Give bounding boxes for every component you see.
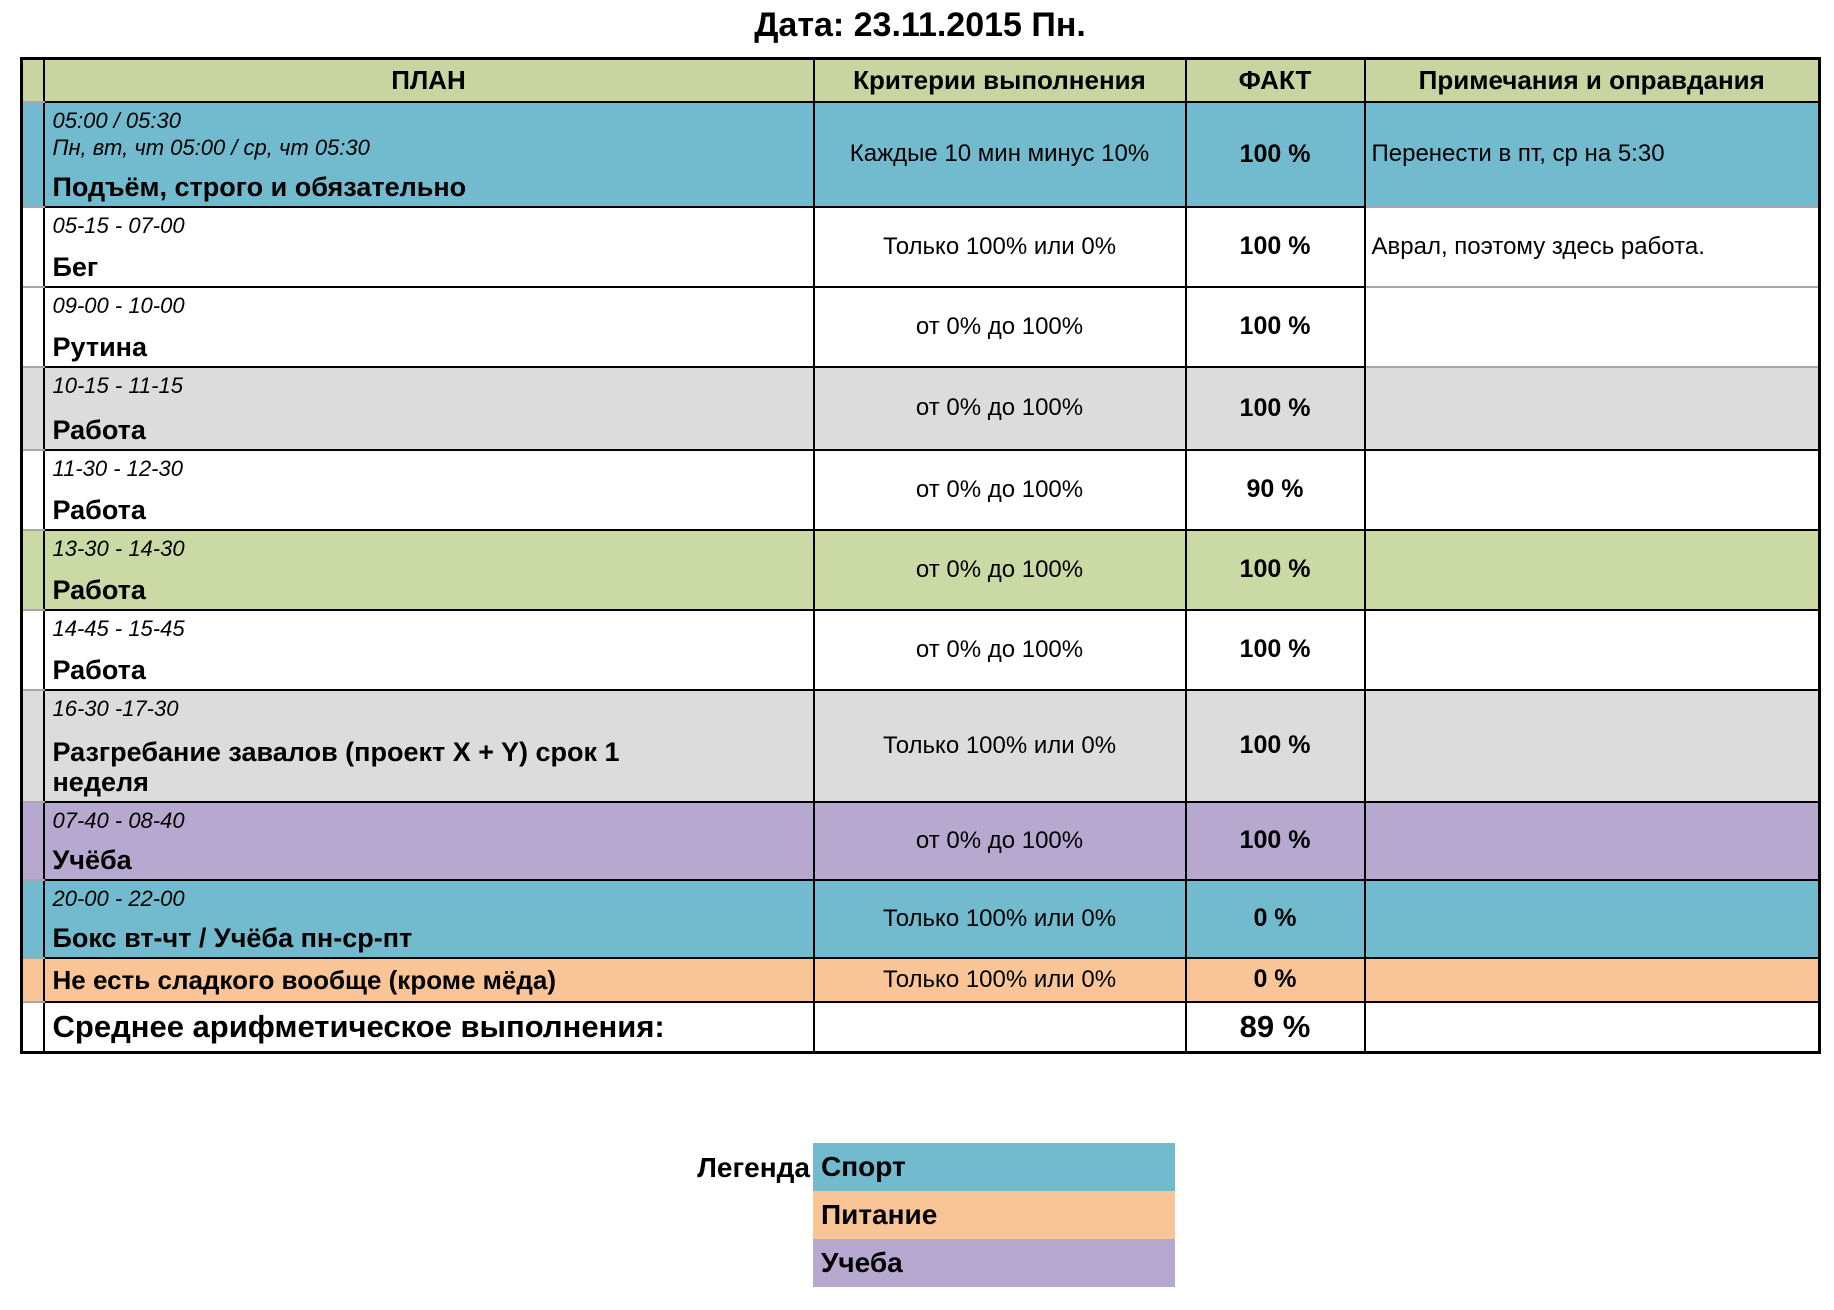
time-line: 07-40 - 08-40 xyxy=(52,807,185,833)
fact-cell: 100 % xyxy=(1186,802,1365,880)
category-strip-cell xyxy=(22,530,44,610)
category-strip-cell xyxy=(22,958,44,1002)
category-strip-cell xyxy=(22,690,44,802)
task-name: Работа xyxy=(52,574,146,605)
note-cell xyxy=(1365,802,1820,880)
time-line: 05-15 - 07-00 xyxy=(52,212,185,238)
plan-cell xyxy=(44,690,814,802)
legend-label: Легенда xyxy=(697,1152,810,1183)
category-strip-cell xyxy=(22,450,44,530)
table-row xyxy=(22,880,1820,958)
fact-cell: 100 % xyxy=(1186,207,1365,287)
time-line: 14-45 - 15-45 xyxy=(52,615,185,641)
column-header-fact: ФАКТ xyxy=(1186,59,1365,102)
plan-cell xyxy=(44,958,814,1002)
table-row xyxy=(22,450,1820,530)
plan-cell xyxy=(44,610,814,690)
category-strip-cell xyxy=(22,802,44,880)
task-name: Подъём, строго и обязательно xyxy=(52,171,467,202)
category-strip-cell xyxy=(22,610,44,690)
time-line: 10-15 - 11-15 xyxy=(52,372,183,398)
fact-cell: 0 % xyxy=(1186,958,1365,1002)
criteria-cell: Только 100% или 0% xyxy=(814,207,1186,287)
category-strip-cell xyxy=(22,102,44,207)
table-row xyxy=(22,207,1820,287)
time-line: 20-00 - 22-00 xyxy=(52,885,185,911)
table-row xyxy=(22,610,1820,690)
fact-cell: 100 % xyxy=(1186,287,1365,367)
criteria-cell: от 0% до 100% xyxy=(814,802,1186,880)
table-row xyxy=(22,690,1820,802)
time-range xyxy=(53,107,805,161)
criteria-cell: от 0% до 100% xyxy=(814,450,1186,530)
criteria-cell: от 0% до 100% xyxy=(814,610,1186,690)
table-row xyxy=(22,102,1820,207)
time-line: Пн, вт, чт 05:00 / ср, чт 05:30 xyxy=(52,134,370,160)
plan-cell xyxy=(44,367,814,450)
criteria-cell: от 0% до 100% xyxy=(814,367,1186,450)
legend-item-study: Учеба xyxy=(813,1239,1175,1287)
category-strip-cell xyxy=(22,287,44,367)
plan-cell xyxy=(44,450,814,530)
fact-cell: 100 % xyxy=(1186,690,1365,802)
category-strip-cell xyxy=(22,207,44,287)
note-cell xyxy=(1365,287,1820,367)
note-cell xyxy=(1365,1002,1820,1053)
legend-item-nutrition: Питание xyxy=(813,1191,1175,1239)
task-name: Работа xyxy=(52,654,146,685)
table-row xyxy=(22,287,1820,367)
page-title: Дата: 23.11.2015 Пн. xyxy=(754,6,1086,44)
category-strip-cell xyxy=(22,367,44,450)
fact-cell: 100 % xyxy=(1186,610,1365,690)
criteria-cell: Только 100% или 0% xyxy=(814,958,1186,1002)
plan-cell xyxy=(44,102,814,207)
criteria-cell: от 0% до 100% xyxy=(814,530,1186,610)
legend-item-sport: Спорт xyxy=(813,1143,1175,1191)
summary-row xyxy=(22,1002,1820,1053)
category-strip-cell xyxy=(22,1002,44,1053)
note-cell xyxy=(1365,958,1820,1002)
plan-cell xyxy=(44,880,814,958)
column-header-notes: Примечания и оправдания xyxy=(1365,59,1820,102)
category-strip-header xyxy=(22,59,44,102)
summary-label: Среднее арифметическое выполнения: xyxy=(52,1008,665,1044)
fact-cell: 100 % xyxy=(1186,367,1365,450)
daily-plan-table xyxy=(20,57,1821,1054)
note-cell xyxy=(1365,530,1820,610)
plan-cell xyxy=(44,1002,814,1053)
legend xyxy=(813,1143,1175,1287)
summary-fact-cell: 89 % xyxy=(1186,1002,1365,1053)
plan-cell xyxy=(44,207,814,287)
note-cell xyxy=(1365,367,1820,450)
fact-cell: 90 % xyxy=(1186,450,1365,530)
task-name: Работа xyxy=(52,494,146,525)
note-cell xyxy=(1365,690,1820,802)
note-cell: Аврал, поэтому здесь работа. xyxy=(1365,207,1820,287)
table-row xyxy=(22,367,1820,450)
task-name: Бокс вт-чт / Учёба пн-ср-пт xyxy=(52,922,413,953)
column-header-criteria: Критерии выполнения xyxy=(814,59,1186,102)
time-line: 09-00 - 10-00 xyxy=(52,292,185,318)
fact-cell: 0 % xyxy=(1186,880,1365,958)
time-line: 11-30 - 12-30 xyxy=(52,455,183,481)
column-header-plan: ПЛАН xyxy=(44,59,814,102)
note-cell xyxy=(1365,450,1820,530)
criteria-cell: Только 100% или 0% xyxy=(814,880,1186,958)
time-line: 13-30 - 14-30 xyxy=(52,535,185,561)
criteria-cell xyxy=(814,1002,1186,1053)
criteria-cell: Каждые 10 мин минус 10% xyxy=(814,102,1186,207)
note-cell: Перенести в пт, ср на 5:30 xyxy=(1365,102,1820,207)
task-name: Работа xyxy=(52,414,146,445)
task-name: Не есть сладкого вообще (кроме мёда) xyxy=(52,964,556,995)
note-cell xyxy=(1365,880,1820,958)
criteria-cell: Только 100% или 0% xyxy=(814,690,1186,802)
header-row xyxy=(22,59,1820,102)
plan-cell xyxy=(44,287,814,367)
fact-cell: 100 % xyxy=(1186,102,1365,207)
table-row xyxy=(22,530,1820,610)
task-name: Бег xyxy=(52,251,99,282)
fact-cell: 100 % xyxy=(1186,530,1365,610)
table-row xyxy=(22,958,1820,1002)
task-name: Рутина xyxy=(52,331,147,362)
criteria-cell: от 0% до 100% xyxy=(814,287,1186,367)
note-cell xyxy=(1365,610,1820,690)
time-line: 05:00 / 05:30 xyxy=(52,107,181,133)
task-name: Разгребание завалов (проект X + Y) срок 1 неделя xyxy=(52,736,620,797)
plan-cell xyxy=(44,530,814,610)
plan-cell xyxy=(44,802,814,880)
task-name: Учёба xyxy=(52,844,132,875)
table-row xyxy=(22,802,1820,880)
category-strip-cell xyxy=(22,880,44,958)
time-line: 16-30 -17-30 xyxy=(52,695,179,721)
